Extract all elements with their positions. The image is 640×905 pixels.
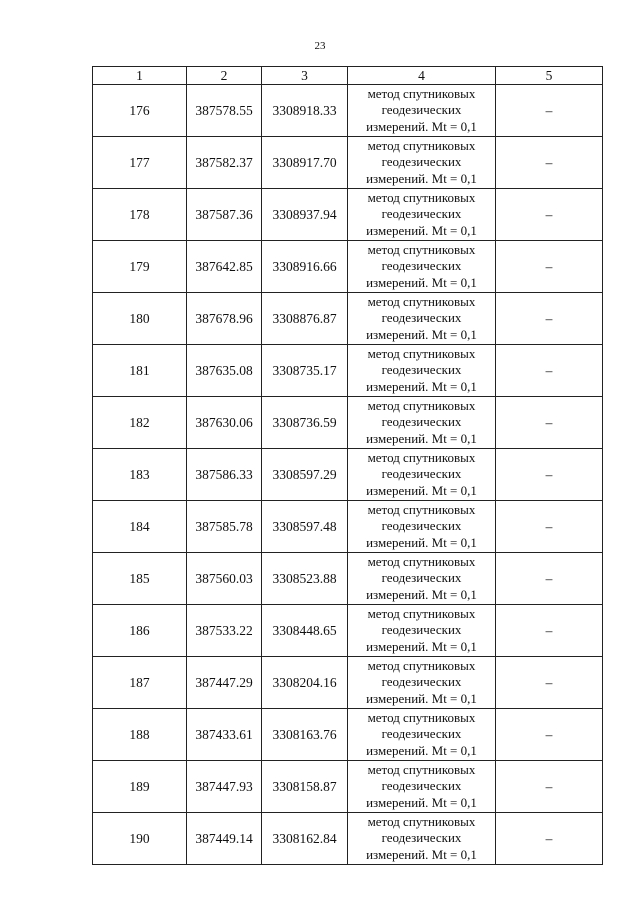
method-line: метод спутниковых: [367, 501, 476, 517]
table-row: [93, 241, 603, 293]
method-cell: [348, 709, 496, 761]
note-cell: –: [496, 345, 603, 397]
method-cell: [348, 813, 496, 865]
method-line: измерений. Mt = 0,1: [366, 690, 477, 706]
method-line: измерений. Mt = 0,1: [366, 274, 477, 290]
method-line: метод спутниковых: [367, 449, 476, 465]
point-number-cell: 187: [93, 657, 187, 709]
method-line: геодезических: [381, 206, 462, 222]
table-row: [93, 85, 603, 137]
header-col-1: 1: [93, 67, 187, 85]
method-line: геодезических: [381, 622, 462, 638]
method-line: измерений. Mt = 0,1: [366, 638, 477, 654]
method-line: геодезических: [381, 154, 462, 170]
note-cell: –: [496, 189, 603, 241]
method-line: измерений. Mt = 0,1: [366, 846, 477, 862]
y-coordinate-cell: 3308918.33: [262, 85, 348, 137]
method-line: геодезических: [381, 362, 462, 378]
method-line: геодезических: [381, 310, 462, 326]
method-line: измерений. Mt = 0,1: [366, 378, 477, 394]
note-cell: –: [496, 137, 603, 189]
y-coordinate-cell: 3308916.66: [262, 241, 348, 293]
method-line: геодезических: [381, 518, 462, 534]
y-coordinate-cell: 3308735.17: [262, 345, 348, 397]
note-cell: –: [496, 657, 603, 709]
header-col-3: 3: [262, 67, 348, 85]
table-row: [93, 345, 603, 397]
method-line: метод спутниковых: [367, 189, 476, 205]
method-cell: [348, 137, 496, 189]
note-cell: –: [496, 605, 603, 657]
point-number-cell: 180: [93, 293, 187, 345]
method-line: геодезических: [381, 466, 462, 482]
x-coordinate-cell: 387585.78: [187, 501, 262, 553]
y-coordinate-cell: 3308523.88: [262, 553, 348, 605]
y-coordinate-cell: 3308917.70: [262, 137, 348, 189]
note-cell: –: [496, 709, 603, 761]
method-line: геодезических: [381, 258, 462, 274]
x-coordinate-cell: 387642.85: [187, 241, 262, 293]
note-cell: –: [496, 397, 603, 449]
method-cell: [348, 501, 496, 553]
x-coordinate-cell: 387582.37: [187, 137, 262, 189]
point-number-cell: 178: [93, 189, 187, 241]
note-cell: –: [496, 241, 603, 293]
page-number: 23: [314, 40, 326, 52]
method-line: геодезических: [381, 778, 462, 794]
method-line: измерений. Mt = 0,1: [366, 170, 477, 186]
method-cell: [348, 449, 496, 501]
table-row: [93, 813, 603, 865]
method-line: геодезических: [381, 414, 462, 430]
note-cell: –: [496, 761, 603, 813]
table-row: [93, 761, 603, 813]
method-line: метод спутниковых: [367, 813, 476, 829]
header-col-2: 2: [187, 67, 262, 85]
table-row: [93, 137, 603, 189]
y-coordinate-cell: 3308597.48: [262, 501, 348, 553]
y-coordinate-cell: 3308158.87: [262, 761, 348, 813]
method-cell: [348, 85, 496, 137]
method-cell: [348, 293, 496, 345]
method-line: измерений. Mt = 0,1: [366, 534, 477, 550]
note-cell: –: [496, 553, 603, 605]
method-cell: [348, 657, 496, 709]
x-coordinate-cell: 387587.36: [187, 189, 262, 241]
method-line: метод спутниковых: [367, 761, 476, 777]
method-line: измерений. Mt = 0,1: [366, 430, 477, 446]
x-coordinate-cell: 387447.93: [187, 761, 262, 813]
method-cell: [348, 189, 496, 241]
y-coordinate-cell: 3308937.94: [262, 189, 348, 241]
point-number-cell: 182: [93, 397, 187, 449]
method-line: метод спутниковых: [367, 605, 476, 621]
point-number-cell: 181: [93, 345, 187, 397]
point-number-cell: 189: [93, 761, 187, 813]
x-coordinate-cell: 387560.03: [187, 553, 262, 605]
method-line: метод спутниковых: [367, 345, 476, 361]
table-row: [93, 293, 603, 345]
y-coordinate-cell: 3308162.84: [262, 813, 348, 865]
y-coordinate-cell: 3308163.76: [262, 709, 348, 761]
y-coordinate-cell: 3308736.59: [262, 397, 348, 449]
x-coordinate-cell: 387635.08: [187, 345, 262, 397]
point-number-cell: 188: [93, 709, 187, 761]
header-row: [93, 67, 603, 85]
note-cell: –: [496, 85, 603, 137]
x-coordinate-cell: 387433.61: [187, 709, 262, 761]
method-cell: [348, 397, 496, 449]
point-number-cell: 179: [93, 241, 187, 293]
x-coordinate-cell: 387630.06: [187, 397, 262, 449]
table-row: [93, 397, 603, 449]
method-line: геодезических: [381, 726, 462, 742]
method-line: измерений. Mt = 0,1: [366, 222, 477, 238]
note-cell: –: [496, 449, 603, 501]
table-body: [93, 85, 603, 865]
table-row: [93, 657, 603, 709]
method-line: измерений. Mt = 0,1: [366, 482, 477, 498]
table-row: [93, 449, 603, 501]
y-coordinate-cell: 3308876.87: [262, 293, 348, 345]
point-number-cell: 183: [93, 449, 187, 501]
table-row: [93, 709, 603, 761]
method-line: метод спутниковых: [367, 241, 476, 257]
table-row: [93, 501, 603, 553]
x-coordinate-cell: 387449.14: [187, 813, 262, 865]
method-line: метод спутниковых: [367, 553, 476, 569]
method-line: измерений. Mt = 0,1: [366, 326, 477, 342]
point-number-cell: 190: [93, 813, 187, 865]
x-coordinate-cell: 387586.33: [187, 449, 262, 501]
method-cell: [348, 345, 496, 397]
note-cell: –: [496, 501, 603, 553]
point-number-cell: 177: [93, 137, 187, 189]
method-line: метод спутниковых: [367, 293, 476, 309]
method-line: метод спутниковых: [367, 85, 476, 101]
method-line: измерений. Mt = 0,1: [366, 742, 477, 758]
point-number-cell: 184: [93, 501, 187, 553]
x-coordinate-cell: 387447.29: [187, 657, 262, 709]
point-number-cell: 185: [93, 553, 187, 605]
y-coordinate-cell: 3308448.65: [262, 605, 348, 657]
method-cell: [348, 553, 496, 605]
table-row: [93, 189, 603, 241]
method-line: измерений. Mt = 0,1: [366, 586, 477, 602]
y-coordinate-cell: 3308204.16: [262, 657, 348, 709]
method-cell: [348, 605, 496, 657]
method-line: метод спутниковых: [367, 137, 476, 153]
method-line: метод спутниковых: [367, 657, 476, 673]
y-coordinate-cell: 3308597.29: [262, 449, 348, 501]
method-line: измерений. Mt = 0,1: [366, 118, 477, 134]
method-line: метод спутниковых: [367, 709, 476, 725]
table-row: [93, 553, 603, 605]
point-number-cell: 176: [93, 85, 187, 137]
x-coordinate-cell: 387678.96: [187, 293, 262, 345]
method-line: геодезических: [381, 830, 462, 846]
method-line: измерений. Mt = 0,1: [366, 794, 477, 810]
x-coordinate-cell: 387533.22: [187, 605, 262, 657]
point-number-cell: 186: [93, 605, 187, 657]
coordinates-table: [92, 66, 603, 865]
method-cell: [348, 241, 496, 293]
table-row: [93, 605, 603, 657]
method-line: геодезических: [381, 674, 462, 690]
x-coordinate-cell: 387578.55: [187, 85, 262, 137]
table-header: [93, 67, 603, 85]
note-cell: –: [496, 293, 603, 345]
header-col-4: 4: [348, 67, 496, 85]
header-col-5: 5: [496, 67, 603, 85]
method-line: метод спутниковых: [367, 397, 476, 413]
method-line: геодезических: [381, 102, 462, 118]
method-cell: [348, 761, 496, 813]
note-cell: –: [496, 813, 603, 865]
method-line: геодезических: [381, 570, 462, 586]
